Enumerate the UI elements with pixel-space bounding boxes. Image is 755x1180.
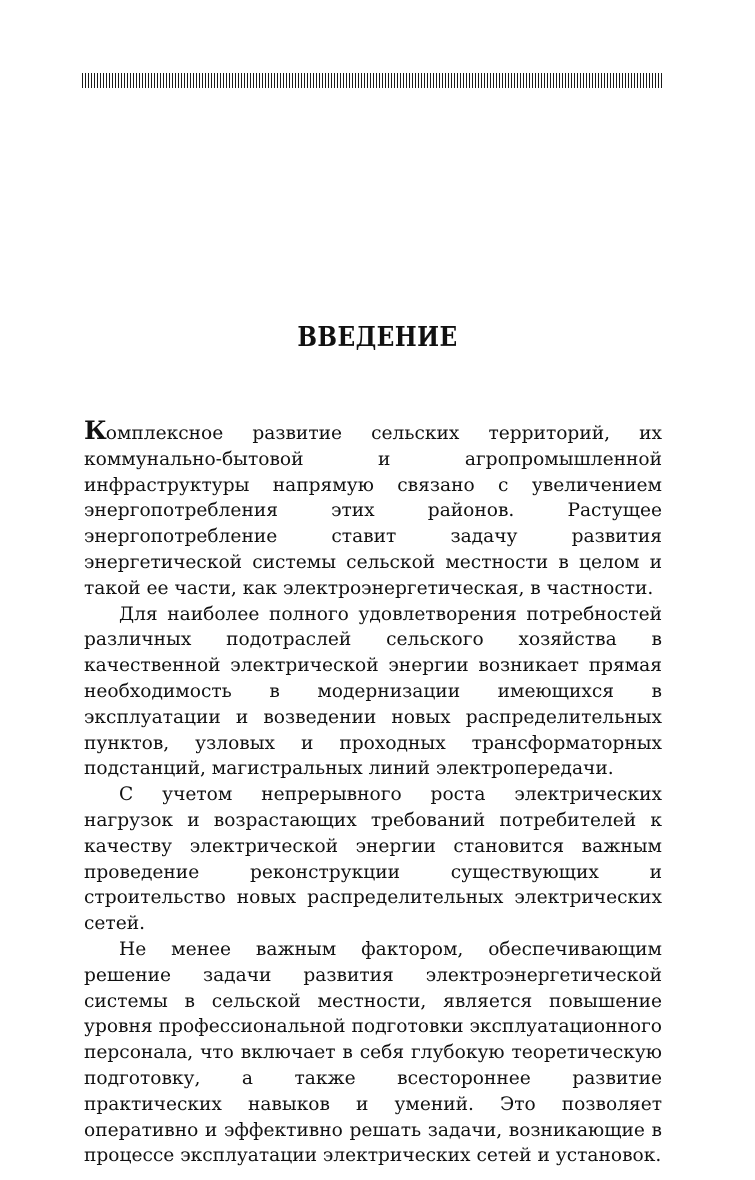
initial-letter: К: [84, 416, 106, 445]
chapter-title: ВВЕДЕНИЕ: [297, 322, 458, 353]
paragraph-2: Для наиболее полного удовлетворения потребностей различных подотраслей сельского хозяйства в качественной электрической энергии возникает прямая необходимость в модернизации имеющихся в эксплуатации и возведении новых распределительных пунктов, узловых и проходных трансформаторных подстанций, магистральных линий электропередачи.: [84, 603, 662, 780]
paragraph-3: С учетом непрерывного роста электрических нагрузок и возрастающих требований потребителей к качеству электрической энергии становится важным проведение реконструкции существующих и строительство новых распределительных электрических сетей.: [84, 784, 662, 935]
paragraph-1-text: омплексное развитие сельских территорий, их коммунально-бытовой и агропромышленной инфраструктуры напрямую связано с увеличением энергопотребления этих районов. Растущее энергопотребление ставит задачу развития энергетической системы сельской местности в целом и такой ее части, как электроэнергетическая, в частности.: [84, 423, 662, 599]
paragraph-4: Не менее важным фактором, обеспечивающим решение задачи развития электроэнергетической системы в сельской местности, является повышение уровня профессиональной подготовки эксплуатационного персонала, что включает в себя глубокую теоретическую подготовку, а также всестороннее развитие практических навыков и умений. Это позволяет оперативно и эффективно решать задачи, возникающие в процессе эксплуатации электрических сетей и установок.: [84, 938, 662, 1167]
paragraph-1: [84, 416, 662, 602]
body-text: [84, 416, 662, 1169]
top-decorative-rule: [82, 73, 663, 88]
